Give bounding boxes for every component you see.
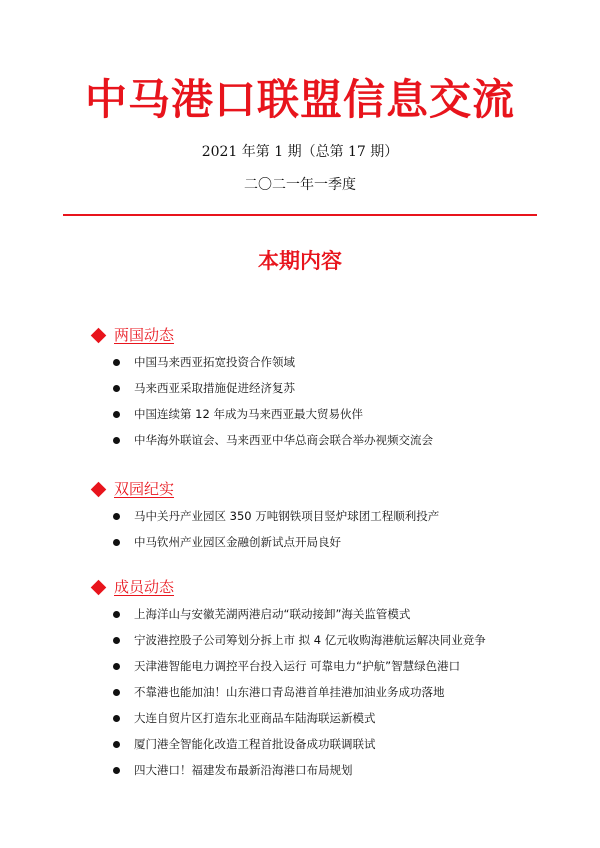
list-item[interactable] xyxy=(90,427,570,453)
section-item-list xyxy=(90,601,570,783)
bullet-icon xyxy=(113,663,120,670)
section-title[interactable]: 成员动态 xyxy=(114,578,175,596)
bullet-icon xyxy=(113,767,120,774)
list-item-text: 中国马来西亚拓宽投资合作领域 xyxy=(134,355,295,369)
diamond-bullet-icon xyxy=(91,481,107,497)
list-item[interactable] xyxy=(90,705,570,731)
list-item-text: 马来西亚采取措施促进经济复苏 xyxy=(134,381,295,395)
list-item[interactable] xyxy=(90,529,570,555)
list-item[interactable] xyxy=(90,503,570,529)
section-header xyxy=(90,324,570,346)
list-item-text: 中华海外联谊会、马来西亚中华总商会联合举办视频交流会 xyxy=(134,433,433,447)
issue-number: 2021 年第 1 期（总第 17 期） xyxy=(201,144,399,160)
list-item[interactable] xyxy=(90,757,570,783)
list-item-text: 厦门港全智能化改造工程首批设备成功联调联试 xyxy=(134,737,376,751)
bullet-icon xyxy=(113,637,120,644)
section-title[interactable]: 两国动态 xyxy=(114,326,175,344)
section-item-list xyxy=(90,349,570,453)
list-item[interactable] xyxy=(90,401,570,427)
list-item[interactable] xyxy=(90,653,570,679)
bullet-icon xyxy=(113,359,120,366)
bullet-icon xyxy=(113,539,120,546)
list-item[interactable] xyxy=(90,601,570,627)
bullet-icon xyxy=(113,411,120,418)
bullet-icon xyxy=(113,385,120,392)
bullet-icon xyxy=(113,513,120,520)
list-item-text: 不靠港也能加油！山东港口青岛港首单挂港加油业务成功落地 xyxy=(134,685,445,699)
section-header xyxy=(90,576,570,598)
list-item-text: 中马钦州产业园区金融创新试点开局良好 xyxy=(134,535,341,549)
list-item-text: 大连自贸片区打造东北亚商品车陆海联运新模式 xyxy=(134,711,376,725)
contents-heading: 本期内容 xyxy=(258,249,342,273)
header-divider xyxy=(63,214,537,216)
section-item-list xyxy=(90,503,570,555)
bullet-icon xyxy=(113,689,120,696)
masthead-title: 中马港口联盟信息交流 xyxy=(84,75,515,124)
list-item[interactable] xyxy=(90,731,570,757)
list-item-text: 四大港口！福建发布最新沿海港口布局规划 xyxy=(134,763,353,777)
list-item-text: 上海洋山与安徽芜湖两港启动“联动接卸”海关监管模式 xyxy=(134,607,411,621)
bullet-icon xyxy=(113,715,120,722)
list-item-text: 天津港智能电力调控平台投入运行 可靠电力“护航”智慧绿色港口 xyxy=(134,659,461,673)
section-title[interactable]: 双园纪实 xyxy=(114,480,175,498)
section-header xyxy=(90,478,570,500)
list-item-text: 宁波港控股子公司筹划分拆上市 拟 4 亿元收购海港航运解决同业竞争 xyxy=(134,633,486,647)
diamond-bullet-icon xyxy=(91,327,107,343)
list-item[interactable] xyxy=(90,375,570,401)
bullet-icon xyxy=(113,437,120,444)
list-item[interactable] xyxy=(90,627,570,653)
list-item-text: 中国连续第 12 年成为马来西亚最大贸易伙伴 xyxy=(134,407,363,421)
list-item[interactable] xyxy=(90,679,570,705)
issue-quarter: 二〇二一年一季度 xyxy=(244,177,356,193)
section-twin-parks xyxy=(90,478,570,555)
list-item[interactable] xyxy=(90,349,570,375)
bullet-icon xyxy=(113,611,120,618)
bullet-icon xyxy=(113,741,120,748)
section-bilateral-news xyxy=(90,324,570,453)
section-member-news xyxy=(90,576,570,783)
diamond-bullet-icon xyxy=(91,579,107,595)
list-item-text: 马中关丹产业园区 350 万吨钢铁项目竖炉球团工程顺利投产 xyxy=(134,509,440,523)
